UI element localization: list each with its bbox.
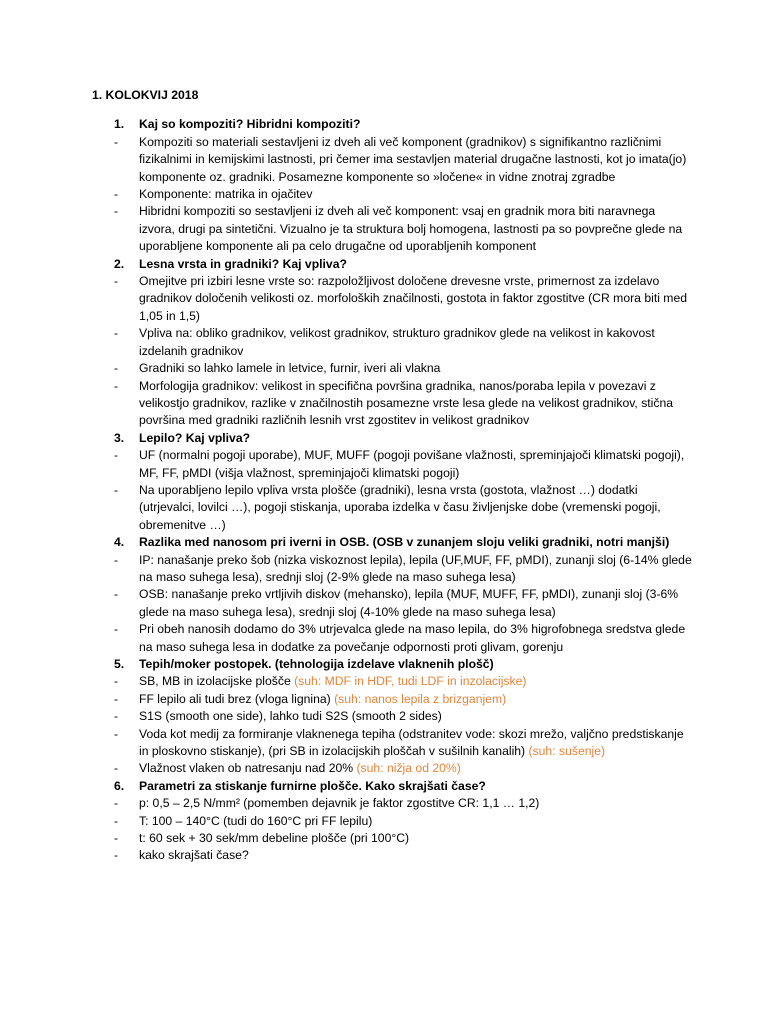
dash-bullet-icon: - xyxy=(114,204,119,219)
bullet-item xyxy=(92,447,692,482)
bullet-text: S1S (smooth one side), lahko tudi S2S (smooth 2 sides) xyxy=(139,709,442,724)
document-page xyxy=(92,87,692,865)
bullet-item xyxy=(92,552,692,587)
question-number: 4. xyxy=(114,535,125,550)
question-number: 3. xyxy=(114,430,125,445)
bullet-item xyxy=(92,726,692,761)
bullet-text-block xyxy=(139,273,692,325)
dash-bullet-icon: - xyxy=(114,691,119,706)
bullet-item xyxy=(92,760,692,777)
bullet-text-block xyxy=(139,847,692,864)
bullet-text-block xyxy=(139,813,692,830)
bullet-text: Morfologija gradnikov: velikost in specifična površina gradnika, nanos/poraba lepila v povezavi z velikostjo gradnikov, razlike v značilnostih posamezne vrste lesa glede na velikost gradnikov, stična površina med gradniki različnih lesnih vrst zgostitev in velikost gradnikov xyxy=(139,378,674,428)
bullet-text-block xyxy=(139,186,692,203)
bullet-text-block xyxy=(139,325,692,360)
bullet-text-block xyxy=(139,360,692,377)
bullet-item xyxy=(92,813,692,830)
bullet-item xyxy=(92,830,692,847)
bullet-text-block xyxy=(139,586,692,621)
bullet-text-block xyxy=(139,552,692,587)
bullet-text-block xyxy=(139,726,692,761)
bullet-text: t: 60 sek + 30 sek/mm debeline plošče (pri 100°C) xyxy=(139,831,410,846)
bullet-item xyxy=(92,586,692,621)
bullet-text: Voda kot medij za formiranje vlaknenega tepiha (odstranitev vode: skozi mrežo, valjčno predstiskanje in ploskovno stiskanje), (pri SB in izolacijskih ploščah v sušilnih kanalih) xyxy=(139,726,684,759)
question-text: Razlika med nanosom pri iverni in OSB. (OSB v zunanjem sloju veliki gradniki, notri manjši) xyxy=(139,535,670,550)
bullet-text-block xyxy=(139,691,692,708)
question-heading xyxy=(92,116,692,133)
bullet-text: Na uporabljeno lepilo vpliva vrsta plošče (gradniki), lesna vrsta (gostota, vlažnost …) dodatki (utrjevalci, lovilci …), pogoji stiskanja, uporaba izdelka v času življenjske dobe (vremenski pogoji, obremenitve …) xyxy=(139,482,661,532)
bullet-text-block xyxy=(139,482,692,534)
dash-bullet-icon: - xyxy=(114,674,119,689)
bullet-text-block xyxy=(139,447,692,482)
dry-process-note: (suh: sušenje) xyxy=(528,744,606,759)
bullet-text-block xyxy=(139,673,692,690)
question-text: Tepih/moker postopek. (tehnologija izdelave vlaknenih plošč) xyxy=(139,657,494,671)
question-heading xyxy=(92,430,692,447)
dash-bullet-icon: - xyxy=(114,796,119,811)
bullet-item xyxy=(92,482,692,534)
question-heading xyxy=(92,256,692,273)
dash-bullet-icon: - xyxy=(114,709,119,724)
question-number: 6. xyxy=(114,778,125,793)
bullet-item xyxy=(92,691,692,708)
dash-bullet-icon: - xyxy=(114,726,119,741)
dash-bullet-icon: - xyxy=(114,813,119,828)
bullet-text-block xyxy=(139,134,692,186)
bullet-text: Gradniki so lahko lamele in letvice, furnir, iveri ali vlakna xyxy=(139,361,441,376)
question-text: Parametri za stiskanje furnirne plošče. Kako skrajšati čase? xyxy=(139,778,486,793)
dash-bullet-icon: - xyxy=(114,587,119,602)
bullet-item xyxy=(92,273,692,325)
bullet-text: OSB: nanašanje preko vrtljivih diskov (mehansko), lepila (MUF, MUFF, FF, pMDI), zunanji sloj (3-6% glede na maso suhega lesa), srednji sloj (4-10% glede na maso suhega lesa) xyxy=(139,587,679,619)
bullet-text-block xyxy=(139,708,692,725)
bullet-text: Vlažnost vlaken ob natresanju nad 20% xyxy=(139,761,354,776)
dry-process-note: (suh: nižja od 20%) xyxy=(356,761,461,776)
question-number: 5. xyxy=(114,657,125,671)
dry-process-note: (suh: nanos lepila z brizganjem) xyxy=(334,691,507,706)
dash-bullet-icon: - xyxy=(114,622,119,637)
bullet-item xyxy=(92,325,692,360)
bullet-text: IP: nanašanje preko šob (nizka viskoznost lepila), lepila (UF,MUF, FF, pMDI), zunanji sloj (6-14% glede na maso suhega lesa), srednji sloj (2-9% glede na maso suhega lesa) xyxy=(139,552,692,584)
question-text: Lepilo? Kaj vpliva? xyxy=(139,430,251,445)
bullet-text-block xyxy=(139,795,692,812)
bullet-item xyxy=(92,360,692,377)
bullet-text: SB, MB in izolacijske plošče xyxy=(139,674,291,689)
bullet-text: Omejitve pri izbiri lesne vrste so: razpoložljivost določene drevesne vrste, primernost za izdelavo gradnikov določenih velikosti oz. morfoloških značilnosti, gostota in faktor zgostitve (CR mora biti med 1,05 in 1,5) xyxy=(139,274,688,323)
dash-bullet-icon: - xyxy=(114,848,119,863)
bullet-item xyxy=(92,673,692,690)
bullet-item xyxy=(92,378,692,430)
bullet-item xyxy=(92,621,692,656)
bullet-item xyxy=(92,203,692,255)
bullet-text-block xyxy=(139,378,692,430)
bullet-text: p: 0,5 – 2,5 N/mm² (pomemben dejavnik je faktor zgostitve CR: 1,1 … 1,2) xyxy=(139,796,540,811)
question-heading xyxy=(92,534,692,551)
bullet-text: FF lepilo ali tudi brez (vloga lignina) xyxy=(139,691,331,706)
dash-bullet-icon: - xyxy=(114,361,119,376)
dash-bullet-icon: - xyxy=(114,326,119,341)
question-number: 2. xyxy=(114,256,125,271)
dash-bullet-icon: - xyxy=(114,448,119,463)
question-heading xyxy=(92,656,692,673)
question-heading xyxy=(92,778,692,795)
bullet-text: Pri obeh nanosih dodamo do 3% utrjevalca glede na maso lepila, do 3% higrofobnega sredstva glede na maso suhega lesa in dodatke za povečanje odpornosti proti glivam, gorenju xyxy=(139,622,686,654)
bullet-text: T: 100 – 140°C (tudi do 160°C pri FF lepilu) xyxy=(139,813,373,828)
bullet-text: UF (normalni pogoji uporabe), MUF, MUFF (pogoji povišane vlažnosti, spreminjajoči klimatski pogoji), MF, FF, pMDI (višja vlažnost, spreminjajoči klimatski pogoji) xyxy=(139,448,685,480)
dash-bullet-icon: - xyxy=(114,831,119,846)
bullet-item xyxy=(92,795,692,812)
bullet-text-block xyxy=(139,621,692,656)
bullet-text-block xyxy=(139,830,692,847)
dash-bullet-icon: - xyxy=(114,134,119,149)
bullet-text-block xyxy=(139,203,692,255)
dash-bullet-icon: - xyxy=(114,482,119,497)
bullet-text: kako skrajšati čase? xyxy=(139,848,249,863)
bullet-item xyxy=(92,186,692,203)
bullet-text: Vpliva na: obliko gradnikov, velikost gradnikov, strukturo gradnikov glede na velikost in kakovost izdelanih gradnikov xyxy=(139,326,655,358)
bullet-text: Komponente: matrika in ojačitev xyxy=(139,187,313,202)
bullet-text: Kompoziti so materiali sestavljeni iz dveh ali več komponent (gradnikov) s signifikantno različnimi fizikalnimi in kemijskimi lastnosti, pri čemer ima sestavljen material drugačne lastnosti, kot jo imata(jo) komponente oz. gradniki. Posamezne komponente so »ločene« in vidne znotraj zgradbe xyxy=(139,134,687,184)
question-text: Lesna vrsta in gradniki? Kaj vpliva? xyxy=(139,256,347,271)
dash-bullet-icon: - xyxy=(114,274,119,289)
bullet-item xyxy=(92,708,692,725)
bullet-item xyxy=(92,134,692,186)
dry-process-note: (suh: MDF in HDF, tudi LDF in inzolacijske) xyxy=(294,674,527,689)
dash-bullet-icon: - xyxy=(114,761,119,776)
bullet-item xyxy=(92,847,692,864)
dash-bullet-icon: - xyxy=(114,552,119,567)
question-number: 1. xyxy=(114,117,125,132)
bullet-text-block xyxy=(139,760,692,777)
question-text: Kaj so kompoziti? Hibridni kompoziti? xyxy=(139,117,361,132)
document-title: 1. KOLOKVIJ 2018 xyxy=(92,88,199,102)
dash-bullet-icon: - xyxy=(114,187,119,202)
dash-bullet-icon: - xyxy=(114,378,119,393)
question-list xyxy=(92,116,692,864)
bullet-text: Hibridni kompoziti so sestavljeni iz dveh ali več komponent: vsaj en gradnik mora biti naravnega izvora, drugi pa sintetični. Vizualno je ta struktura bolj homogena, lastnosti pa so povprečne glede na uporabljene komponente ali pa celo drugačne od uporabljenih komponent xyxy=(139,204,683,254)
